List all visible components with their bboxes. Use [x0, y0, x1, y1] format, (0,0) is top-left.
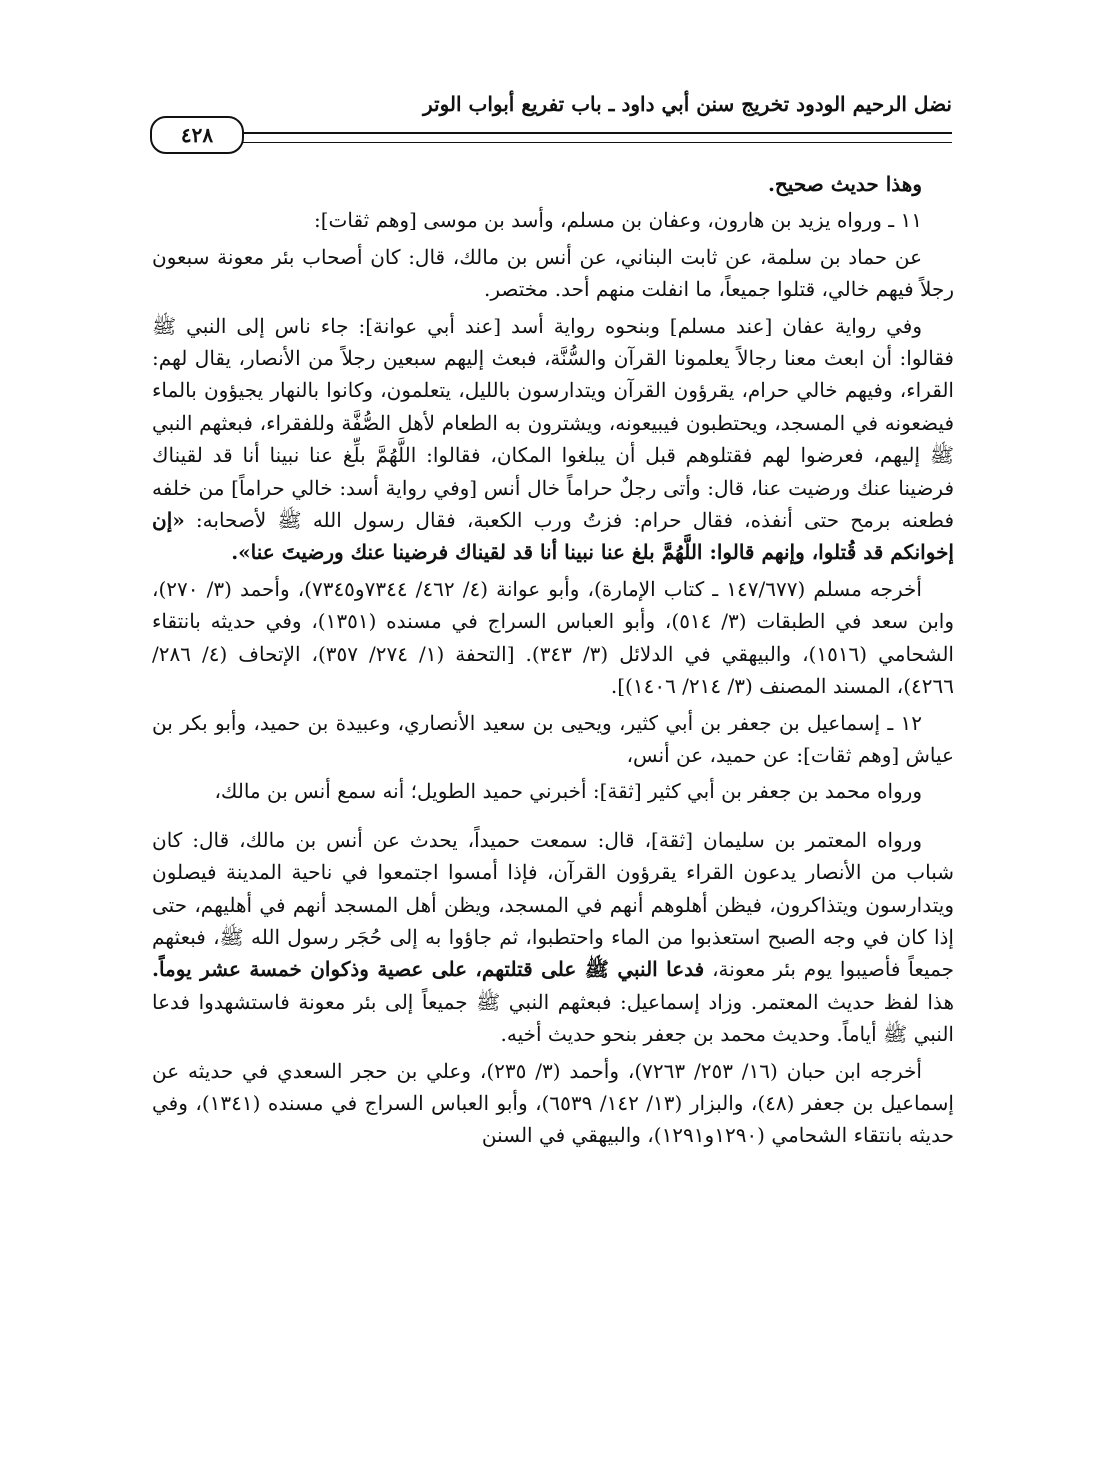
- paragraph-8: [152, 824, 954, 1051]
- paragraph-7: ورواه محمد بن جعفر بن أبي كثير [ثقة]: أخبرني حميد الطويل؛ أنه سمع أنس بن مالك،: [214, 779, 922, 804]
- paragraph-6: ١٢ ـ إسماعيل بن جعفر بن أبي كثير، ويحيى بن سعيد الأنصاري، وعبيدة بن حميد، وأبو بكر بن عياش [وهم ثقات]: عن حميد، عن أنس،: [152, 710, 954, 767]
- paragraph-9: أخرجه ابن حبان (١٦/ ٢٥٣/ ٧٢٦٣)، وأحمد (٣/ ٢٣٥)، وعلي بن حجر السعدي في حديثه عن إسماعيل بن جعفر (٤٨)، والبزار (١٣/ ١٤٢/ ٦٥٣٩)، وأبو العباس السراج في مسنده (١٣٤١)، وفي حديثه بانتقاء الشحامي (١٢٩٠و١٢٩١)، والبيهقي في السنن: [152, 1058, 954, 1148]
- paragraph-8-text: ورواه المعتمر بن سليمان [ثقة]، قال: سمعت حميداً، يحدث عن أنس بن مالك، قال: كان شباب من الأنصار يدعون القراء يقرؤون القرآن، فإذا أمسوا اجتمعوا في ناحية المدينة فيصلون ويتدارسون ويتذاكرون، فيظن أهلوهم أنهم في المسجد، ويظن أهل المسجد أنهم في أهليهم، حتى إذا كان في وجه الصبح استعذبوا من الماء واحتطبوا، ثم جاؤوا به إلى حُجَر رسول الله ﷺ، فبعثهم جميعاً فأصيبوا يوم بئر معونة،: [152, 827, 954, 982]
- header-rule: [212, 132, 952, 143]
- paragraph-4-text: وفي رواية عفان [عند مسلم] وبنحوه رواية أسد [عند أبي عوانة]: جاء ناس إلى النبي ﷺ فقالوا: أن ابعث معنا رجالاً يعلمونا القرآن والسُّنَّة، فبعث إليهم سبعين رجلاً من الأنصار، يقال لهم: القراء، وفيهم خالي حرام، يقرؤون القرآن ويتدارسون بالليل، يتعلمون، وكانوا بالنهار يجيؤون بالماء فيضعونه في المسجد، ويحتطبون فيبيعونه، ويشترون به الطعام لأهل الصُّفَّة وللفقراء، فبعثهم النبي ﷺ إليهم، فعرضوا لهم فقتلوهم قبل أن يبلغوا المكان، فقالوا: اللَّهُمَّ بلِّغ عنا نبينا أنا قد لقيناك فرضينا عنك ورضيت عنا، قال: وأتى رجلٌ حراماً خال أنس [وفي رواية أسد: خالي حراماً] من خلفه فطعنه برمح حتى أنفذه، فقال حرام: فزتُ ورب الكعبة، فقال رسول الله ﷺ لأصحابه:: [152, 313, 954, 533]
- page-number: ٤٢٨: [150, 116, 244, 154]
- paragraph-8-tail: هذا لفظ حديث المعتمر. وزاد إسماعيل: فبعثهم النبي ﷺ جميعاً إلى بئر معونة فاستشهدوا فدعا النبي ﷺ أياماً. وحديث محمد بن جعفر بنحو حديث أخيه.: [152, 989, 954, 1047]
- page-body: [152, 168, 954, 1156]
- paragraph-8-bold: فدعا النبي ﷺ على قتلتهم، على عصية وذكوان خمسة عشر يوماً.: [152, 957, 705, 982]
- paragraph-4: [152, 310, 954, 569]
- paragraph-3: عن حماد بن سلمة، عن ثابت البناني، عن أنس بن مالك، قال: كان أصحاب بئر معونة سبعون رجلاً فيهم خالي، قتلوا جميعاً، ما انفلت منهم أحد. مختصر.: [152, 244, 954, 302]
- paragraph-1: وهذا حديث صحيح.: [767, 172, 922, 196]
- running-title: نضل الرحيم الودود تخريج سنن أبي داود ـ باب تفريع أبواب الوتر: [422, 92, 952, 116]
- paragraph-4-bold-quote: «إن إخوانكم قد قُتلوا، وإنهم قالوا: اللَّهُمَّ بلغ عنا نبينا أنا قد لقيناك فرضينا عنك ورضيتَ عنا».: [152, 508, 954, 565]
- paragraph-2: ١١ ـ ورواه يزيد بن هارون، وعفان بن مسلم، وأسد بن موسى [وهم ثقات]:: [314, 208, 922, 233]
- paragraph-5: أخرجه مسلم (١٤٧/٦٧٧ ـ كتاب الإمارة)، وأبو عوانة (٤/ ٤٦٢/ ٧٣٤٤و٧٣٤٥)، وأحمد (٣/ ٢٧٠)، وابن سعد في الطبقات (٣/ ٥١٤)، وأبو العباس السراج في مسنده (١٣٥١)، وفي حديثه بانتقاء الشحامي (١٥١٦)، والبيهقي في الدلائل (٣/ ٣٤٣). [التحفة (١/ ٢٧٤/ ٣٥٧)، الإتحاف (٤/ ٢٨٦/ ٤٢٦٦)، المسند المصنف (٣/ ٢١٤/ ١٤٠٦)].: [152, 576, 954, 699]
- page-header: [150, 92, 952, 152]
